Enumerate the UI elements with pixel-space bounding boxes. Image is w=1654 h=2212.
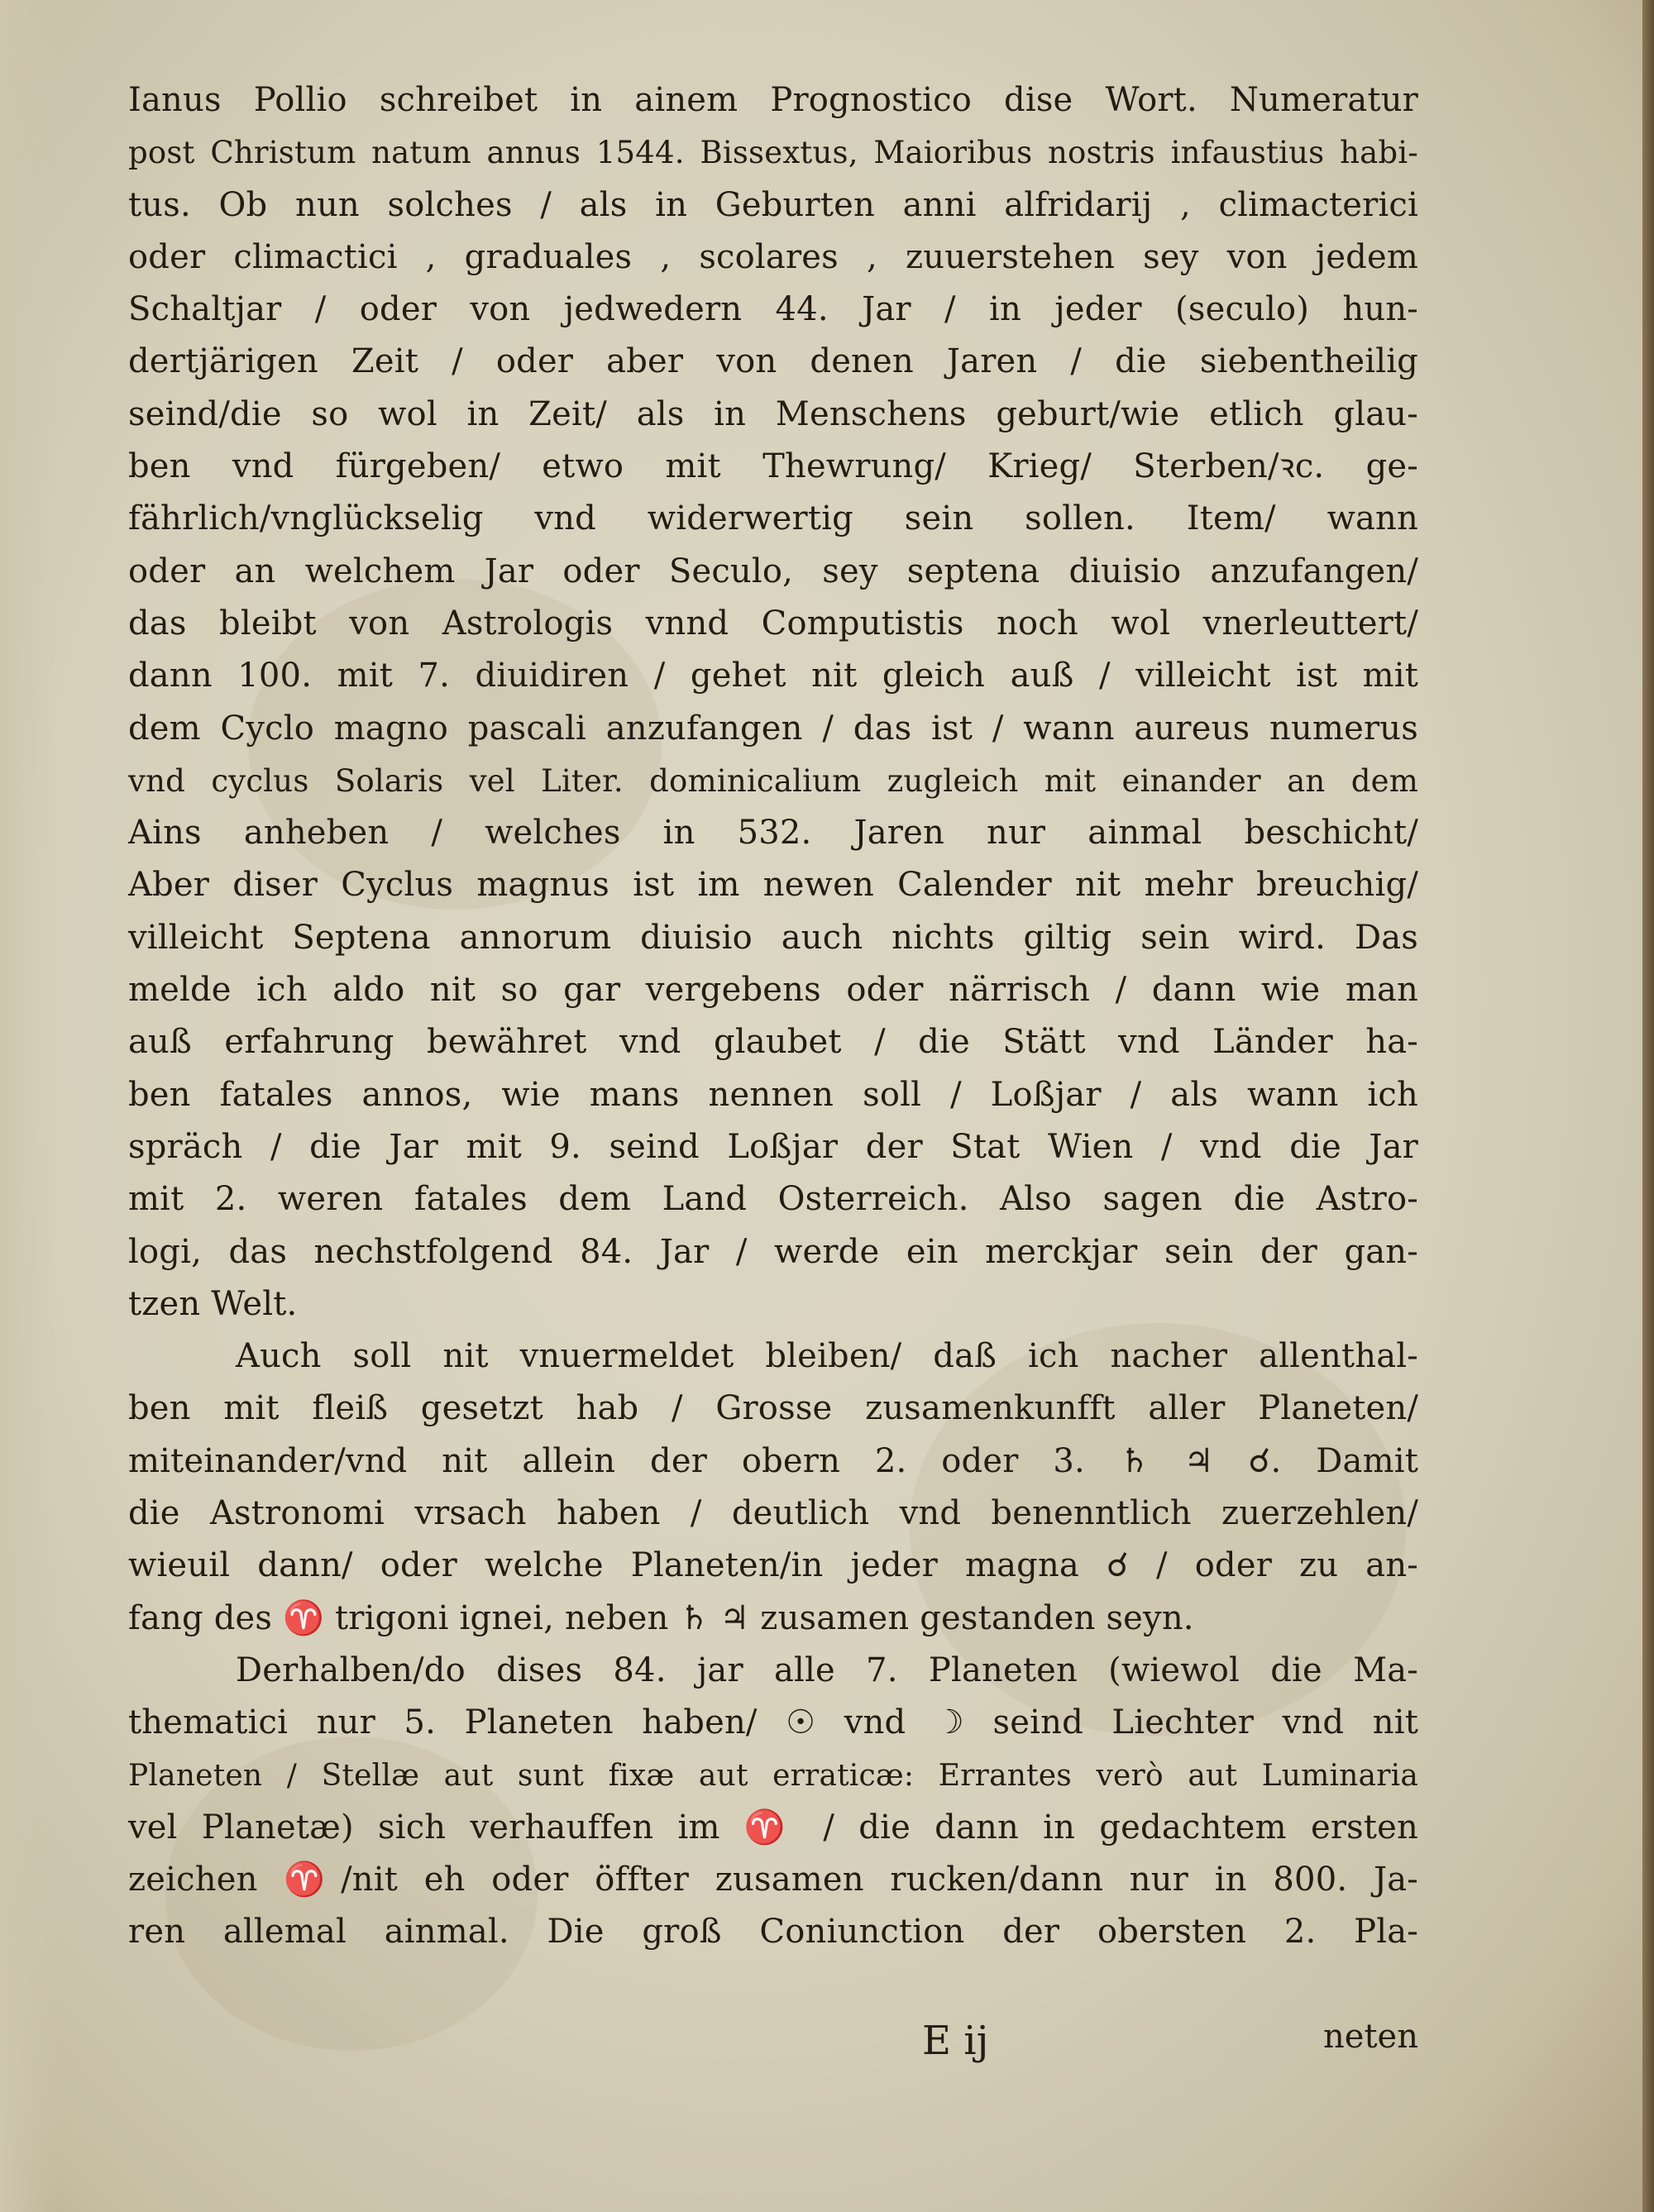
text-line: wieuil dann/ oder welche Planeten/in jeder magna ☌ / oder zu an- bbox=[128, 1546, 1418, 1585]
text-line: die Astronomi vrsach haben / deutlich vnd benenntlich zuerzehlen/ bbox=[128, 1494, 1418, 1533]
text-line: mit 2. weren fatales dem Land Osterreich. Also sagen die Astro- bbox=[128, 1180, 1418, 1219]
text-line: ben mit fleiß gesetzt hab / Grosse zusamenkunfft aller Planeten/ bbox=[128, 1389, 1418, 1428]
text-line: thematici nur 5. Planeten haben/ ☉ vnd ☽ seind Liechter vnd nit bbox=[128, 1703, 1418, 1742]
text-line: miteinander/vnd nit allein der obern 2. oder 3. ♄ ♃ ☌. Damit bbox=[128, 1441, 1418, 1480]
text-line: dem Cyclo magno pascali anzufangen / das ist / wann aureus numerus bbox=[128, 709, 1418, 748]
text-line: zeichen ♈/nit eh oder öffter zusamen rucken/dann nur in 800. Ja- bbox=[128, 1861, 1418, 1899]
text-line: dertjärigen Zeit / oder aber von denen Jaren / die siebentheilig bbox=[128, 342, 1418, 381]
text-line: melde ich aldo nit so gar vergebens oder närrisch / dann wie man bbox=[128, 971, 1418, 1010]
text-line: tus. Ob nun solches / als in Geburten anni alfridarij , climacterici bbox=[128, 185, 1418, 224]
text-line: oder climactici , graduales , scolares , zuuerstehen sey von jedem bbox=[128, 237, 1418, 276]
text-line: fang des ♈ trigoni ignei, neben ♄ ♃ zusamen gestanden seyn. bbox=[128, 1598, 1194, 1637]
text-line: Schaltjar / oder von jedwedern 44. Jar / in jeder (seculo) hun- bbox=[128, 290, 1418, 329]
signature-mark: E ij bbox=[922, 2018, 989, 2064]
text-line: fährlich/vnglückselig vnd widerwertig sein sollen. Item/ wann bbox=[128, 499, 1418, 538]
text-line: ben vnd fürgeben/ etwo mit Thewrung/ Krieg/ Sterben/ꝛc. ge- bbox=[128, 447, 1418, 486]
text-line: Planeten / Stellæ aut sunt fixæ aut erraticæ: Errantes verò aut Luminaria bbox=[128, 1758, 1418, 1793]
text-line: spräch / die Jar mit 9. seind Loßjar der Stat Wien / vnd die Jar bbox=[128, 1127, 1418, 1166]
text-line: vel Planetæ) sich verhauffen im ♈ / die dann in gedachtem ersten bbox=[128, 1808, 1418, 1847]
text-line: logi, das nechstfolgend 84. Jar / werde ein merckjar sein der gan- bbox=[128, 1232, 1418, 1271]
text-line: post Christum natum annus 1544. Bissextus, Maioribus nostris infaustius habi- bbox=[128, 135, 1418, 171]
text-line: seind/die so wol in Zeit/ als in Menschens geburt/wie etlich glau- bbox=[128, 394, 1418, 433]
text-line: Ianus Pollio schreibet in ainem Prognostico dise Wort. Numeratur bbox=[128, 81, 1418, 119]
text-line: Aber diser Cyclus magnus ist im newen Calender nit mehr breuchig/ bbox=[128, 866, 1418, 905]
text-line: villeicht Septena annorum diuisio auch nichts giltig sein wird. Das bbox=[128, 918, 1418, 957]
text-line: vnd cyclus Solaris vel Liter. dominicalium zugleich mit einander an dem bbox=[128, 762, 1418, 799]
text-line: das bleibt von Astrologis vnnd Computistis noch wol vnerleuttert/ bbox=[128, 604, 1418, 643]
text-line: Derhalben/do dises 84. jar alle 7. Planeten (wiewol die Ma- bbox=[236, 1651, 1418, 1689]
text-line: dann 100. mit 7. diuidiren / gehet nit gleich auß / villeicht ist mit bbox=[128, 657, 1418, 695]
body-text bbox=[128, 74, 1418, 1959]
page-edge bbox=[1642, 0, 1654, 2212]
text-line: Ains anheben / welches in 532. Jaren nur ainmal beschicht/ bbox=[128, 814, 1418, 853]
text-line: ben fatales annos, wie mans nennen soll / Loßjar / als wann ich bbox=[128, 1075, 1418, 1114]
text-line: tzen Welt. bbox=[128, 1284, 298, 1323]
text-line: ren allemal ainmal. Die groß Coniunction der obersten 2. Pla- bbox=[128, 1913, 1418, 1952]
text-line: oder an welchem Jar oder Seculo, sey septena diuisio anzufangen/ bbox=[128, 552, 1418, 590]
text-line: auß erfahrung bewähret vnd glaubet / die Stätt vnd Länder ha- bbox=[128, 1023, 1418, 1062]
page-footer bbox=[128, 2018, 1418, 2076]
text-line: Auch soll nit vnuermeldet bleiben/ daß ich nacher allenthal- bbox=[236, 1337, 1418, 1376]
catchword: neten bbox=[1323, 2018, 1418, 2056]
